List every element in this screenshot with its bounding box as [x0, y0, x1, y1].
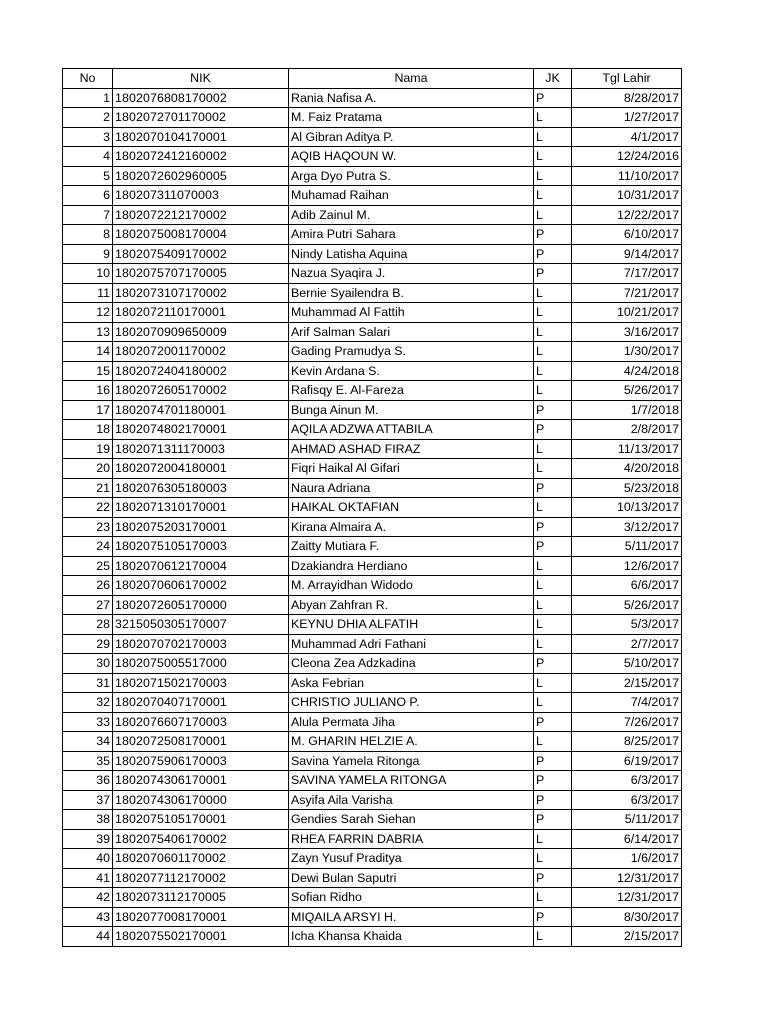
- table-row: [63, 400, 682, 420]
- row-number: 43: [63, 907, 113, 927]
- row-number: 37: [63, 790, 113, 810]
- nik-cell: 1802072412160002: [113, 147, 289, 167]
- nik-cell: 1802071502170003: [113, 673, 289, 693]
- row-number: 34: [63, 732, 113, 752]
- name-cell: Bernie Syailendra B.: [289, 283, 534, 303]
- gender-cell: L: [534, 576, 572, 596]
- gender-cell: L: [534, 732, 572, 752]
- gender-cell: L: [534, 147, 572, 167]
- name-cell: M. GHARIN HELZIE A.: [289, 732, 534, 752]
- name-cell: Cleona Zea Adzkadina: [289, 654, 534, 674]
- birthdate-cell: 5/26/2017: [572, 595, 682, 615]
- row-number: 18: [63, 420, 113, 440]
- table-row: [63, 829, 682, 849]
- name-cell: CHRISTIO JULIANO P.: [289, 693, 534, 713]
- gender-cell: L: [534, 927, 572, 947]
- table-row: [63, 88, 682, 108]
- name-cell: Muhamad Raihan: [289, 186, 534, 206]
- row-number: 22: [63, 498, 113, 518]
- birthdate-cell: 8/30/2017: [572, 907, 682, 927]
- row-number: 39: [63, 829, 113, 849]
- birthdate-cell: 11/10/2017: [572, 166, 682, 186]
- gender-cell: P: [534, 537, 572, 557]
- nik-cell: 1802076607170003: [113, 712, 289, 732]
- table-row: [63, 771, 682, 791]
- name-cell: Muhammad Al Fattih: [289, 303, 534, 323]
- row-number: 4: [63, 147, 113, 167]
- nik-cell: 1802072004180001: [113, 459, 289, 479]
- birthdate-cell: 3/16/2017: [572, 322, 682, 342]
- birthdate-cell: 7/4/2017: [572, 693, 682, 713]
- row-number: 36: [63, 771, 113, 791]
- birthdate-cell: 5/11/2017: [572, 537, 682, 557]
- name-cell: AQILA ADZWA ATTABILA: [289, 420, 534, 440]
- birthdate-cell: 1/27/2017: [572, 108, 682, 128]
- row-number: 16: [63, 381, 113, 401]
- name-cell: Naura Adriana: [289, 478, 534, 498]
- nik-cell: 1802075008170004: [113, 225, 289, 245]
- gender-cell: L: [534, 108, 572, 128]
- nik-cell: 1802075005517000: [113, 654, 289, 674]
- row-number: 40: [63, 849, 113, 869]
- row-number: 1: [63, 88, 113, 108]
- table-row: [63, 556, 682, 576]
- name-cell: Rafisqy E. Al-Fareza: [289, 381, 534, 401]
- gender-cell: P: [534, 88, 572, 108]
- nik-cell: 1802072212170002: [113, 205, 289, 225]
- table-row: [63, 537, 682, 557]
- gender-cell: P: [534, 790, 572, 810]
- name-cell: Amira Putri Sahara: [289, 225, 534, 245]
- name-cell: Adib Zainul M.: [289, 205, 534, 225]
- gender-cell: P: [534, 810, 572, 830]
- birthdate-cell: 2/7/2017: [572, 634, 682, 654]
- name-cell: RHEA FARRIN DABRIA: [289, 829, 534, 849]
- birthdate-cell: 1/30/2017: [572, 342, 682, 362]
- row-number: 10: [63, 264, 113, 284]
- nik-cell: 1802072701170002: [113, 108, 289, 128]
- name-cell: Muhammad Adri Fathani: [289, 634, 534, 654]
- name-cell: Kevin Ardana S.: [289, 361, 534, 381]
- gender-cell: P: [534, 907, 572, 927]
- row-number: 35: [63, 751, 113, 771]
- row-number: 29: [63, 634, 113, 654]
- name-cell: Gendies Sarah Siehan: [289, 810, 534, 830]
- row-number: 14: [63, 342, 113, 362]
- nik-cell: 1802070104170001: [113, 127, 289, 147]
- birthdate-cell: 12/31/2017: [572, 868, 682, 888]
- gender-cell: L: [534, 205, 572, 225]
- header-jk: JK: [534, 69, 572, 89]
- gender-cell: L: [534, 829, 572, 849]
- row-number: 13: [63, 322, 113, 342]
- birthdate-cell: 9/14/2017: [572, 244, 682, 264]
- header-row: [63, 69, 682, 89]
- table-row: [63, 888, 682, 908]
- gender-cell: L: [534, 595, 572, 615]
- table-row: [63, 381, 682, 401]
- nik-cell: 1802075906170003: [113, 751, 289, 771]
- row-number: 26: [63, 576, 113, 596]
- birthdate-cell: 6/3/2017: [572, 771, 682, 791]
- table-row: [63, 283, 682, 303]
- row-number: 28: [63, 615, 113, 635]
- birthdate-cell: 7/26/2017: [572, 712, 682, 732]
- row-number: 7: [63, 205, 113, 225]
- table-body: [63, 88, 682, 946]
- birthdate-cell: 6/10/2017: [572, 225, 682, 245]
- row-number: 24: [63, 537, 113, 557]
- name-cell: Dewi Bulan Saputri: [289, 868, 534, 888]
- row-number: 42: [63, 888, 113, 908]
- birthdate-cell: 7/17/2017: [572, 264, 682, 284]
- row-number: 19: [63, 439, 113, 459]
- row-number: 27: [63, 595, 113, 615]
- birthdate-cell: 8/28/2017: [572, 88, 682, 108]
- row-number: 30: [63, 654, 113, 674]
- name-cell: Abyan Zahfran R.: [289, 595, 534, 615]
- header-tgl-lahir: Tgl Lahir: [572, 69, 682, 89]
- nik-cell: 1802071310170001: [113, 498, 289, 518]
- name-cell: AHMAD ASHAD FIRAZ: [289, 439, 534, 459]
- nik-cell: 1802075707170005: [113, 264, 289, 284]
- table-row: [63, 634, 682, 654]
- name-cell: SAVINA YAMELA RITONGA: [289, 771, 534, 791]
- table-row: [63, 732, 682, 752]
- nik-cell: 1802077112170002: [113, 868, 289, 888]
- gender-cell: L: [534, 166, 572, 186]
- birthdate-cell: 11/13/2017: [572, 439, 682, 459]
- gender-cell: P: [534, 225, 572, 245]
- gender-cell: P: [534, 264, 572, 284]
- table-row: [63, 127, 682, 147]
- nik-cell: 180207311070003: [113, 186, 289, 206]
- table-row: [63, 166, 682, 186]
- birthdate-cell: 12/6/2017: [572, 556, 682, 576]
- gender-cell: L: [534, 283, 572, 303]
- birthdate-cell: 4/1/2017: [572, 127, 682, 147]
- birthdate-cell: 6/3/2017: [572, 790, 682, 810]
- gender-cell: P: [534, 478, 572, 498]
- table-row: [63, 361, 682, 381]
- row-number: 8: [63, 225, 113, 245]
- nik-cell: 3215050305170007: [113, 615, 289, 635]
- table-row: [63, 303, 682, 323]
- row-number: 32: [63, 693, 113, 713]
- nik-cell: 1802075105170003: [113, 537, 289, 557]
- gender-cell: L: [534, 342, 572, 362]
- gender-cell: P: [534, 712, 572, 732]
- table-row: [63, 615, 682, 635]
- table-row: [63, 517, 682, 537]
- nik-cell: 1802074306170001: [113, 771, 289, 791]
- birthdate-cell: 12/24/2016: [572, 147, 682, 167]
- row-number: 38: [63, 810, 113, 830]
- row-number: 33: [63, 712, 113, 732]
- birthdate-cell: 10/13/2017: [572, 498, 682, 518]
- table-row: [63, 693, 682, 713]
- table-row: [63, 459, 682, 479]
- name-cell: Arga Dyo Putra S.: [289, 166, 534, 186]
- nik-cell: 1802072110170001: [113, 303, 289, 323]
- table-row: [63, 751, 682, 771]
- name-cell: Savina Yamela Ritonga: [289, 751, 534, 771]
- name-cell: Zaitty Mutiara F.: [289, 537, 534, 557]
- nik-cell: 1802075502170001: [113, 927, 289, 947]
- gender-cell: L: [534, 556, 572, 576]
- nik-cell: 1802072605170000: [113, 595, 289, 615]
- table-row: [63, 712, 682, 732]
- birthdate-cell: 5/10/2017: [572, 654, 682, 674]
- name-cell: Bunga Ainun M.: [289, 400, 534, 420]
- gender-cell: L: [534, 322, 572, 342]
- nik-cell: 1802070702170003: [113, 634, 289, 654]
- birthdate-cell: 1/7/2018: [572, 400, 682, 420]
- birthdate-cell: 6/19/2017: [572, 751, 682, 771]
- birthdate-cell: 10/21/2017: [572, 303, 682, 323]
- row-number: 15: [63, 361, 113, 381]
- row-number: 3: [63, 127, 113, 147]
- name-cell: Alula Permata Jiha: [289, 712, 534, 732]
- birthdate-cell: 4/20/2018: [572, 459, 682, 479]
- nik-cell: 1802070601170002: [113, 849, 289, 869]
- birthdate-cell: 4/24/2018: [572, 361, 682, 381]
- nik-cell: 1802070606170002: [113, 576, 289, 596]
- gender-cell: P: [534, 654, 572, 674]
- gender-cell: L: [534, 849, 572, 869]
- header-no: No: [63, 69, 113, 89]
- birthdate-cell: 1/6/2017: [572, 849, 682, 869]
- name-cell: MIQAILA ARSYI H.: [289, 907, 534, 927]
- birthdate-cell: 10/31/2017: [572, 186, 682, 206]
- gender-cell: L: [534, 381, 572, 401]
- nik-cell: 1802075105170001: [113, 810, 289, 830]
- nik-cell: 1802074306170000: [113, 790, 289, 810]
- nik-cell: 1802070909650009: [113, 322, 289, 342]
- nik-cell: 1802075406170002: [113, 829, 289, 849]
- row-number: 21: [63, 478, 113, 498]
- header-nik: NIK: [113, 69, 289, 89]
- row-number: 5: [63, 166, 113, 186]
- gender-cell: P: [534, 517, 572, 537]
- birthdate-cell: 5/11/2017: [572, 810, 682, 830]
- row-number: 25: [63, 556, 113, 576]
- name-cell: Icha Khansa Khaida: [289, 927, 534, 947]
- nik-cell: 1802075409170002: [113, 244, 289, 264]
- name-cell: Kirana Almaira A.: [289, 517, 534, 537]
- name-cell: M. Arrayidhan Widodo: [289, 576, 534, 596]
- gender-cell: L: [534, 459, 572, 479]
- name-cell: Nindy Latisha Aquina: [289, 244, 534, 264]
- gender-cell: L: [534, 127, 572, 147]
- gender-cell: P: [534, 420, 572, 440]
- nik-cell: 1802070407170001: [113, 693, 289, 713]
- name-cell: Al Gibran Aditya P.: [289, 127, 534, 147]
- name-cell: Rania Nafisa A.: [289, 88, 534, 108]
- table-row: [63, 322, 682, 342]
- name-cell: Dzakiandra Herdiano: [289, 556, 534, 576]
- nik-cell: 1802072508170001: [113, 732, 289, 752]
- nik-cell: 1802075203170001: [113, 517, 289, 537]
- name-cell: Nazua Syaqira J.: [289, 264, 534, 284]
- table-row: [63, 439, 682, 459]
- row-number: 23: [63, 517, 113, 537]
- gender-cell: L: [534, 673, 572, 693]
- birthdate-cell: 5/23/2018: [572, 478, 682, 498]
- birthdate-cell: 12/31/2017: [572, 888, 682, 908]
- table-row: [63, 654, 682, 674]
- birthdate-cell: 12/22/2017: [572, 205, 682, 225]
- table-row: [63, 673, 682, 693]
- header-nama: Nama: [289, 69, 534, 89]
- table-row: [63, 927, 682, 947]
- table-row: [63, 244, 682, 264]
- row-number: 31: [63, 673, 113, 693]
- table-row: [63, 205, 682, 225]
- table-row: [63, 186, 682, 206]
- birthdate-cell: 2/8/2017: [572, 420, 682, 440]
- row-number: 12: [63, 303, 113, 323]
- gender-cell: L: [534, 634, 572, 654]
- table-row: [63, 810, 682, 830]
- table-row: [63, 225, 682, 245]
- gender-cell: L: [534, 498, 572, 518]
- birthdate-cell: 7/21/2017: [572, 283, 682, 303]
- nik-cell: 1802074802170001: [113, 420, 289, 440]
- table-row: [63, 576, 682, 596]
- nik-cell: 1802077008170001: [113, 907, 289, 927]
- name-cell: M. Faiz Pratama: [289, 108, 534, 128]
- table-row: [63, 147, 682, 167]
- nik-cell: 1802076305180003: [113, 478, 289, 498]
- nik-cell: 1802071311170003: [113, 439, 289, 459]
- name-cell: HAIKAL OKTAFIAN: [289, 498, 534, 518]
- table-row: [63, 595, 682, 615]
- nik-cell: 1802072404180002: [113, 361, 289, 381]
- row-number: 2: [63, 108, 113, 128]
- gender-cell: P: [534, 400, 572, 420]
- table-row: [63, 420, 682, 440]
- table-row: [63, 478, 682, 498]
- row-number: 9: [63, 244, 113, 264]
- birthdate-cell: 3/12/2017: [572, 517, 682, 537]
- table-row: [63, 868, 682, 888]
- nik-cell: 1802076808170002: [113, 88, 289, 108]
- row-number: 6: [63, 186, 113, 206]
- birthdate-cell: 2/15/2017: [572, 927, 682, 947]
- row-number: 44: [63, 927, 113, 947]
- name-cell: Zayn Yusuf Praditya: [289, 849, 534, 869]
- birthdate-cell: 6/6/2017: [572, 576, 682, 596]
- gender-cell: L: [534, 361, 572, 381]
- nik-cell: 1802073107170002: [113, 283, 289, 303]
- gender-cell: L: [534, 439, 572, 459]
- table-row: [63, 342, 682, 362]
- name-cell: Aska Febrian: [289, 673, 534, 693]
- table-row: [63, 108, 682, 128]
- gender-cell: L: [534, 303, 572, 323]
- gender-cell: P: [534, 771, 572, 791]
- name-cell: Fiqri Haikal Al Gifari: [289, 459, 534, 479]
- gender-cell: P: [534, 751, 572, 771]
- table-row: [63, 264, 682, 284]
- name-cell: Arif Salman Salari: [289, 322, 534, 342]
- row-number: 17: [63, 400, 113, 420]
- nik-cell: 1802072001170002: [113, 342, 289, 362]
- gender-cell: P: [534, 868, 572, 888]
- student-table: [62, 68, 682, 947]
- gender-cell: P: [534, 244, 572, 264]
- gender-cell: L: [534, 615, 572, 635]
- name-cell: AQIB HAQOUN W.: [289, 147, 534, 167]
- table-row: [63, 849, 682, 869]
- table-row: [63, 907, 682, 927]
- row-number: 41: [63, 868, 113, 888]
- gender-cell: L: [534, 186, 572, 206]
- nik-cell: 1802072605170002: [113, 381, 289, 401]
- row-number: 20: [63, 459, 113, 479]
- nik-cell: 1802074701180001: [113, 400, 289, 420]
- table-row: [63, 498, 682, 518]
- name-cell: KEYNU DHIA ALFATIH: [289, 615, 534, 635]
- birthdate-cell: 8/25/2017: [572, 732, 682, 752]
- row-number: 11: [63, 283, 113, 303]
- name-cell: Asyifa Aila Varisha: [289, 790, 534, 810]
- gender-cell: L: [534, 888, 572, 908]
- table-row: [63, 790, 682, 810]
- birthdate-cell: 5/3/2017: [572, 615, 682, 635]
- birthdate-cell: 5/26/2017: [572, 381, 682, 401]
- name-cell: Gading Pramudya S.: [289, 342, 534, 362]
- nik-cell: 1802073112170005: [113, 888, 289, 908]
- nik-cell: 1802070612170004: [113, 556, 289, 576]
- name-cell: Sofian Ridho: [289, 888, 534, 908]
- nik-cell: 1802072602960005: [113, 166, 289, 186]
- birthdate-cell: 2/15/2017: [572, 673, 682, 693]
- birthdate-cell: 6/14/2017: [572, 829, 682, 849]
- gender-cell: L: [534, 693, 572, 713]
